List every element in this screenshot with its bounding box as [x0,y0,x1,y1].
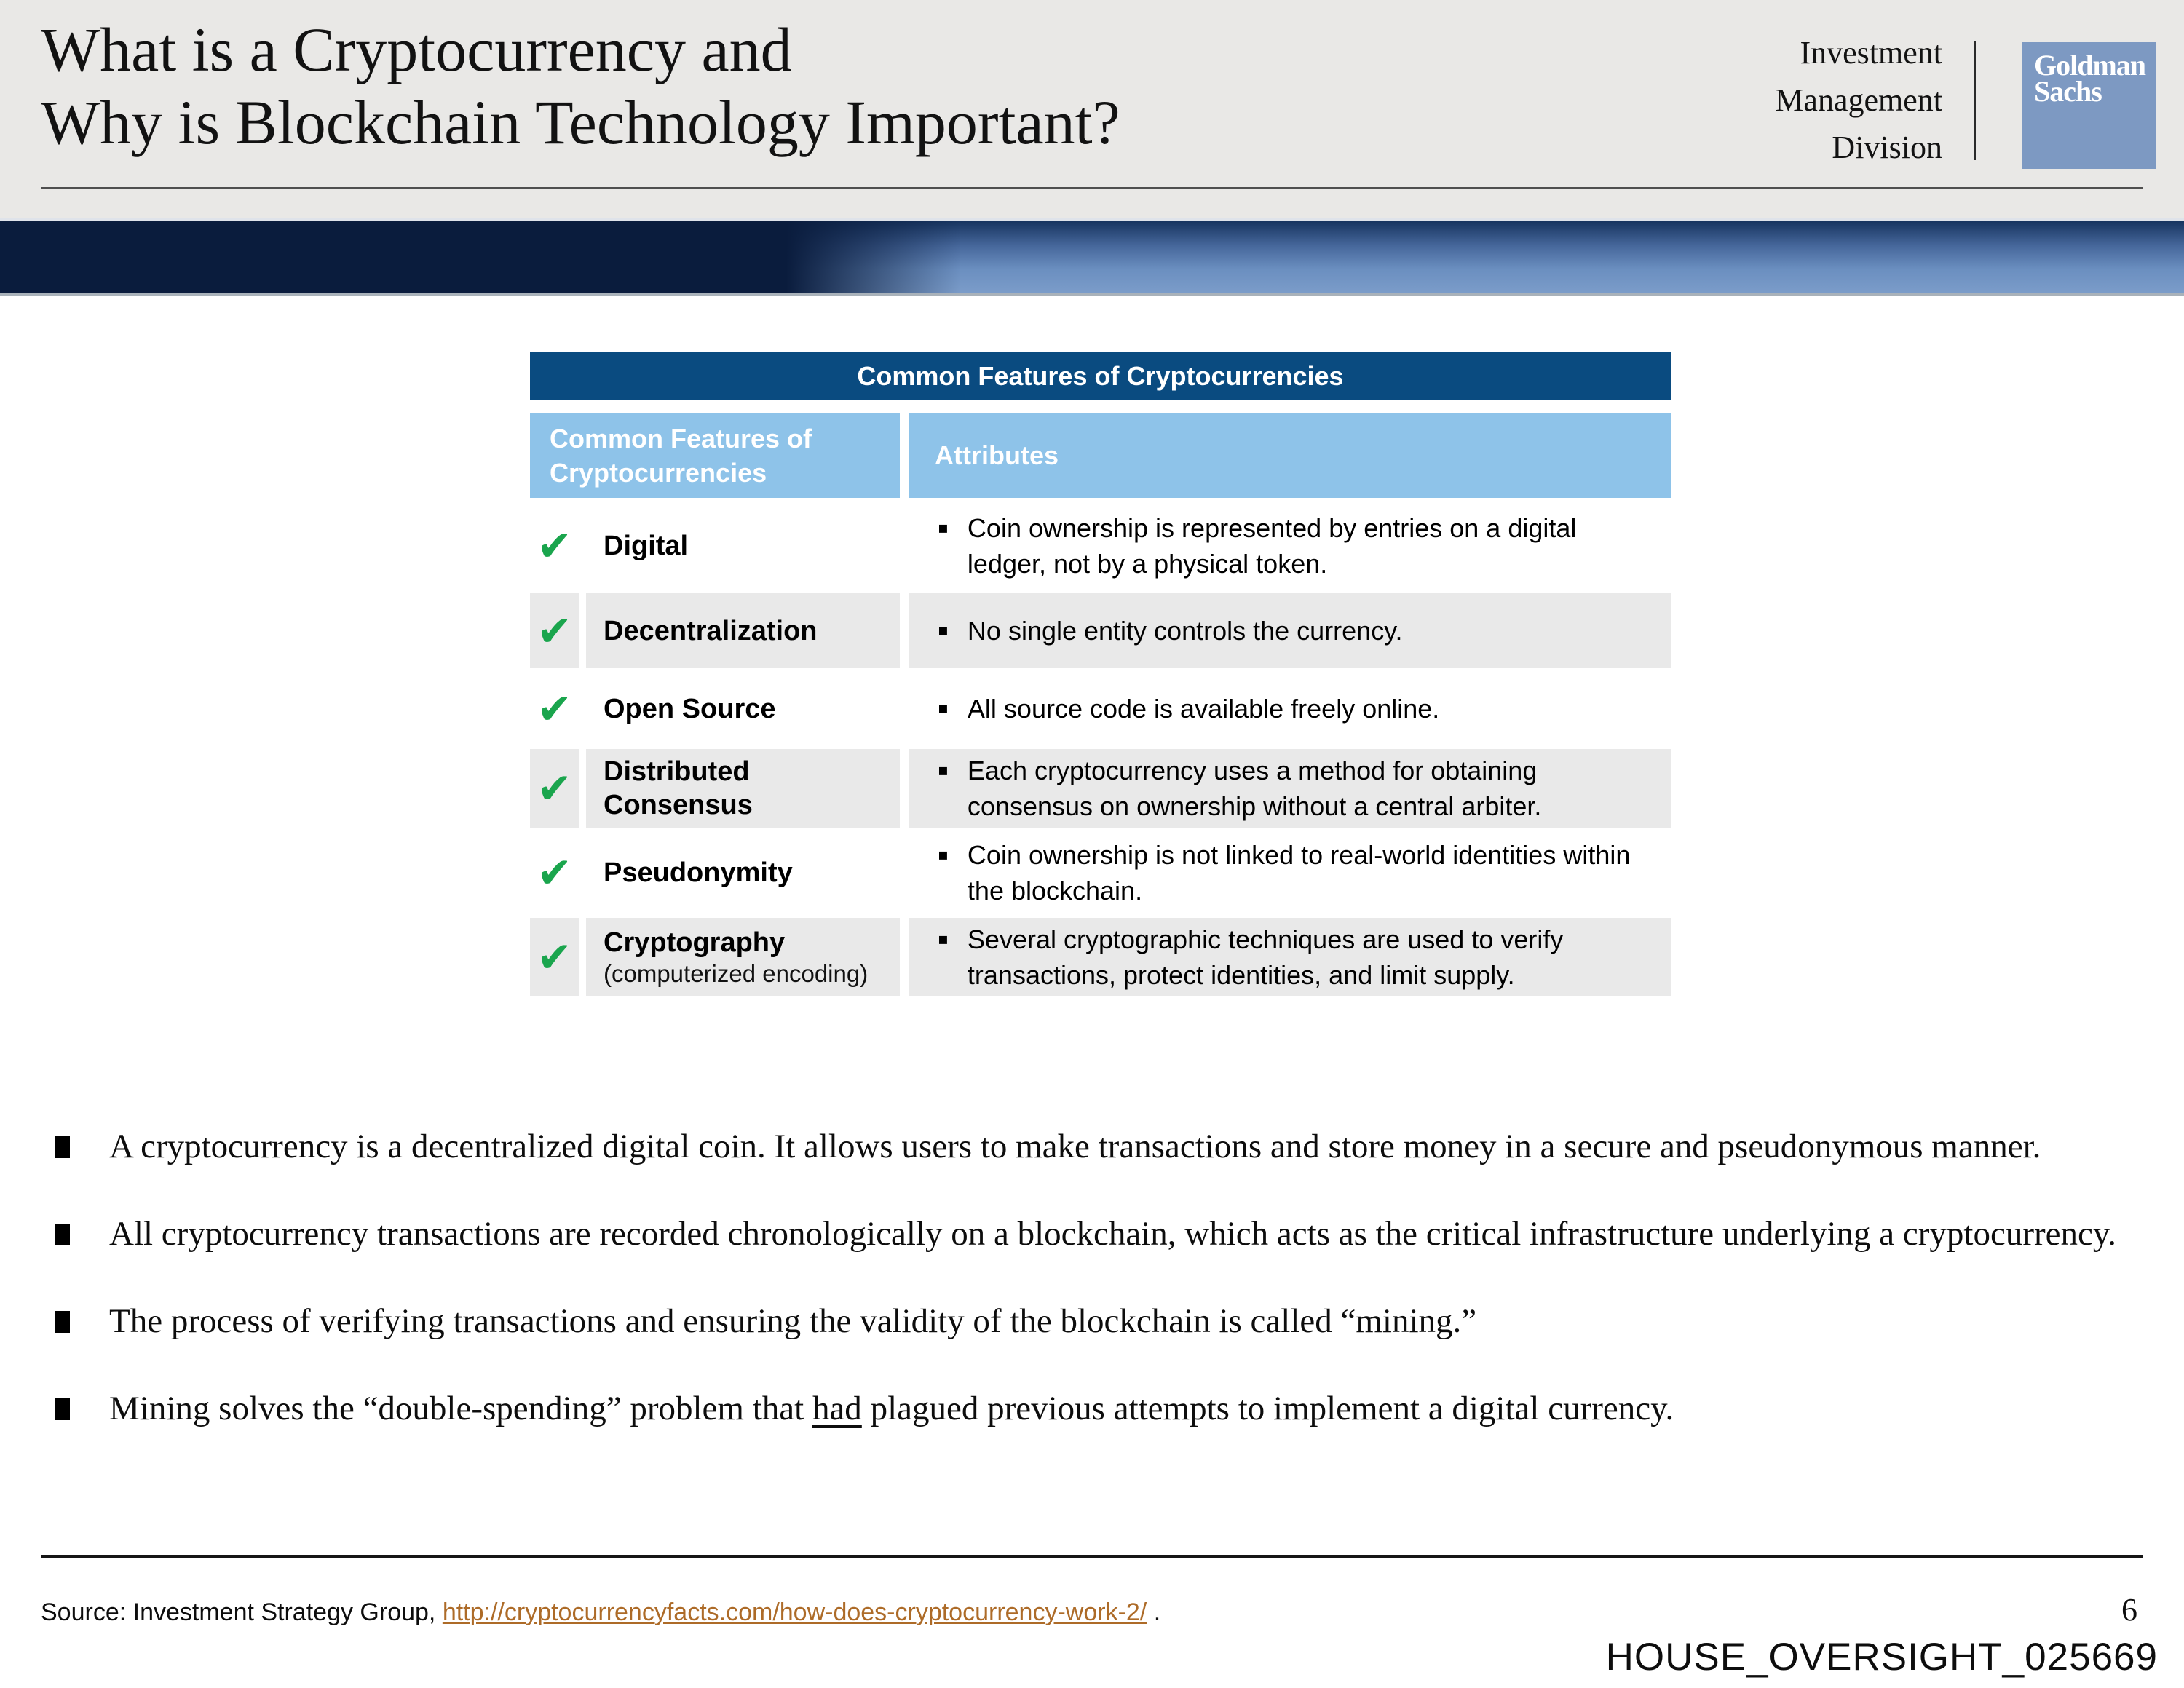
goldman-sachs-logo [2022,42,2156,169]
feature-name: Cryptography [604,927,786,958]
features-table [530,352,1671,996]
feature-cell [586,593,900,668]
table-body [530,498,1671,996]
division-line3: Division [1832,130,1942,165]
square-bullet-icon: ▪ [938,700,949,718]
page-title-line1: What is a Cryptocurrency and [41,15,792,84]
feature-note: (computerized encoding) [604,960,869,987]
table-title-gap [530,400,1671,413]
attribute-text: Each cryptocurrency uses a method for obtaining consensus on ownership without a central arbiter. [967,756,1542,821]
attribute-cell [909,668,1671,749]
checkmark-icon: ✔ [537,932,572,982]
checkmark-icon: ✔ [537,764,572,813]
check-cell [530,918,579,996]
attribute-text: Coin ownership is represented by entries on a digital ledger, not by a physical token. [967,512,1577,579]
checkmark-icon: ✔ [537,520,572,571]
checkmark-icon: ✔ [537,848,572,898]
feature-name: Distributed Consensus [604,756,753,820]
header-vertical-divider [1974,41,1976,160]
logo-line2: Sachs [2034,75,2102,108]
check-cell [530,749,579,828]
feature-name: Pseudonymity [604,857,793,888]
page-title-line2: Why is Blockchain Technology Important? [41,87,1120,157]
table-header-row [530,413,1671,498]
source-prefix: Source: Investment Strategy Group, [41,1598,443,1626]
attribute-text: Several cryptographic techniques are used to verify transactions, protect identities, and limit supply. [967,924,1564,990]
bullet-text: Mining solves the “double-spending” problem that had plagued previous attempts to implement a digital currency. [109,1390,1674,1427]
source-suffix: . [1147,1598,1161,1626]
bullet-text: The process of verifying transactions and ensuring the validity of the blockchain is called “mining.” [109,1302,1477,1340]
source-line [41,1598,1160,1627]
page-number: 6 [2121,1592,2137,1628]
division-line1: Investment [1800,35,1942,71]
feature-name: Decentralization [604,615,818,646]
footer-rule [41,1555,2143,1558]
attribute-text: All source code is available freely online. [967,694,1440,724]
header-rule [41,187,2143,189]
square-bullet-icon: ▪ [938,930,949,948]
division-line2: Management [1775,82,1942,118]
attribute-cell [909,593,1671,668]
square-bullet-icon: ▪ [938,846,949,864]
square-bullet-icon: ▪ [938,761,949,780]
square-bullet-icon: ▪ [938,622,949,640]
blue-gradient-band [0,218,2184,296]
checkmark-icon: ✔ [537,683,572,734]
table-row [530,828,1671,918]
column-header-attributes: Attributes [909,413,1671,498]
attribute-text: No single entity controls the currency. [967,616,1403,646]
bullet-item [55,1296,2126,1347]
check-cell [530,828,579,918]
check-cell [530,668,579,749]
feature-name: Open Source [604,693,776,724]
feature-cell [586,918,900,996]
attribute-cell [909,828,1671,918]
check-cell [530,498,579,593]
bullet-marker-icon [55,1224,70,1245]
check-cell [530,593,579,668]
bullet-item [55,1383,2126,1434]
page-title [41,13,1120,159]
logo-line1: Goldman [2034,49,2146,82]
bullet-text: All cryptocurrency transactions are recorded chronologically on a blockchain, which acts as the critical infrastructure underlying a cryptocurrency. [109,1215,2117,1253]
table-row [530,749,1671,828]
feature-name: Digital [604,530,689,561]
bullet-text: A cryptocurrency is a decentralized digital coin. It allows users to make transactions and store money in a secure and pseudonymous manner. [109,1128,2041,1165]
attribute-text: Coin ownership is not linked to real-world identities within the blockchain. [967,840,1631,906]
column-header-features: Common Features of Cryptocurrencies [530,413,900,498]
division-label [1775,29,1942,171]
feature-cell [586,498,900,593]
header [0,0,2184,218]
attribute-cell [909,749,1671,828]
goldman-sachs-logo-text [2022,42,2156,108]
bullet-list [55,1121,2126,1470]
table-row [530,668,1671,749]
table-row [530,593,1671,668]
table-title: Common Features of Cryptocurrencies [530,352,1671,400]
bates-stamp: HOUSE_OVERSIGHT_025669 [1605,1636,2158,1679]
bullet-marker-icon [55,1136,70,1158]
square-bullet-icon: ▪ [938,518,949,537]
bullet-marker-icon [55,1398,70,1420]
bullet-item [55,1208,2126,1259]
bullet-marker-icon [55,1311,70,1333]
source-link[interactable]: http://cryptocurrencyfacts.com/how-does-cryptocurrency-work-2/ [442,1598,1147,1626]
bullet-item [55,1121,2126,1172]
feature-cell [586,668,900,749]
table-row [530,918,1671,996]
checkmark-icon: ✔ [537,606,572,656]
attribute-cell [909,918,1671,996]
feature-cell [586,749,900,828]
feature-cell [586,828,900,918]
attribute-cell [909,498,1671,593]
table-row [530,498,1671,593]
